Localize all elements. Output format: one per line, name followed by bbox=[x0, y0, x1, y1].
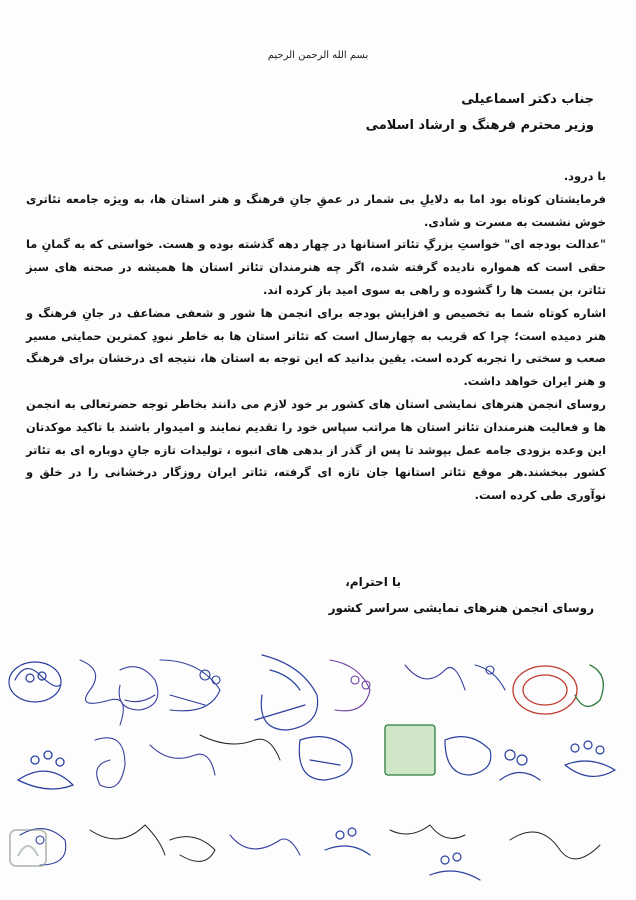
signature-stamp bbox=[160, 660, 220, 711]
signature bbox=[90, 825, 165, 855]
signature-stamp bbox=[385, 725, 435, 775]
recipient-title: وزیر محترم فرهنگ و ارشاد اسلامی bbox=[365, 118, 594, 133]
basmala: بسم الله الرحمن الرحیم bbox=[267, 50, 369, 61]
signature-stamp bbox=[18, 751, 73, 789]
signature-stamp bbox=[299, 737, 352, 780]
signature bbox=[390, 825, 465, 838]
signature bbox=[510, 832, 600, 859]
signature bbox=[200, 735, 280, 760]
salutation: با درود. bbox=[563, 169, 606, 183]
signature-stamp bbox=[430, 853, 480, 880]
signature bbox=[95, 738, 125, 788]
site-watermark-logo bbox=[8, 828, 48, 888]
signature-stamp bbox=[500, 750, 540, 780]
signature-stamp bbox=[445, 737, 491, 775]
signature-stamp bbox=[9, 662, 61, 702]
signature-stamp bbox=[330, 660, 370, 711]
signature-stamp bbox=[475, 665, 505, 690]
signature bbox=[170, 837, 215, 862]
signatures-area bbox=[0, 640, 636, 900]
signature bbox=[405, 665, 465, 690]
signature-stamp bbox=[565, 741, 615, 776]
signature bbox=[150, 745, 215, 775]
signature-stamp bbox=[575, 665, 603, 706]
signature-stamp bbox=[255, 655, 318, 730]
paragraph-1: فرمایشتان کوتاه بود اما به دلایلِ بی شمار در عمقِ جانِ فرهنگ و هنر استان ها، به ویژه جامعه تئاتری خوش نشست به مسرت و شادی. bbox=[26, 191, 606, 229]
recipient-name: جناب دکتر اسماعیلی bbox=[461, 92, 594, 107]
signature-stamp bbox=[325, 828, 370, 855]
signer: روسای انجمن هنرهای نمایشی سراسر کشور bbox=[328, 601, 594, 615]
signature bbox=[230, 835, 300, 855]
signature-stamp bbox=[119, 667, 158, 710]
paragraph-3: اشاره کوتاه شما به تخصیص و افزایش بودجه برای انجمن ها شور و شعفی مضاعف در جانِ فرهنگ و هنر دمیده است؛ چرا که قریب به چهارسال است که تئاتر استان ها به خاطر نبودِ کمترین حمایتی مسیر صعب و سختی را تجربه کرده است. یقین بدانید که این توجه به استان ها، نتیجه ای درخشان برای فرهنگ و هنر ایران خواهد داشت. bbox=[26, 305, 606, 389]
signature-stamp bbox=[513, 666, 577, 714]
paragraph-2: "عدالت بودجه ای" خواستِ بزرگِ تئاتر استانها در چهار دهه گذشته بوده و هست. خواستی که به گمانِ ما حقی است که همواره نادیده گرفته شده، اگر چه هنرمندان تئاتر استان ها همیشه در صحنه های سبز تئاتر، بن بست ها را گشوده و راهی به سوی امید باز کرده اند. bbox=[26, 237, 606, 297]
signature bbox=[80, 660, 123, 725]
letter-body bbox=[26, 165, 606, 507]
paragraph-4: روسای انجمن هنرهای نمایشی استان های کشور بر خود لازم می دانند بخاطر توجه حضرتعالی به انجمن ها و فعالیت هنرمندان تئاتر استان ها مراتب سپاس خود را تقدیم نمایند و امیدوار باشند با تاکید موکدتان این وعده بزودی جامه عمل بپوشد تا پس از گذر از بدهی های انبوه ، تولیدات تازه جانِ دوباره ای به تئاتر کشور ببخشند.هر موقع تئاتر استانها جان تازه ای گرفته، تئاتر ایران روزگار درخشانی را در خلق و نوآوری طی کرده است. bbox=[26, 396, 606, 503]
closing: با احترام، bbox=[345, 575, 401, 589]
